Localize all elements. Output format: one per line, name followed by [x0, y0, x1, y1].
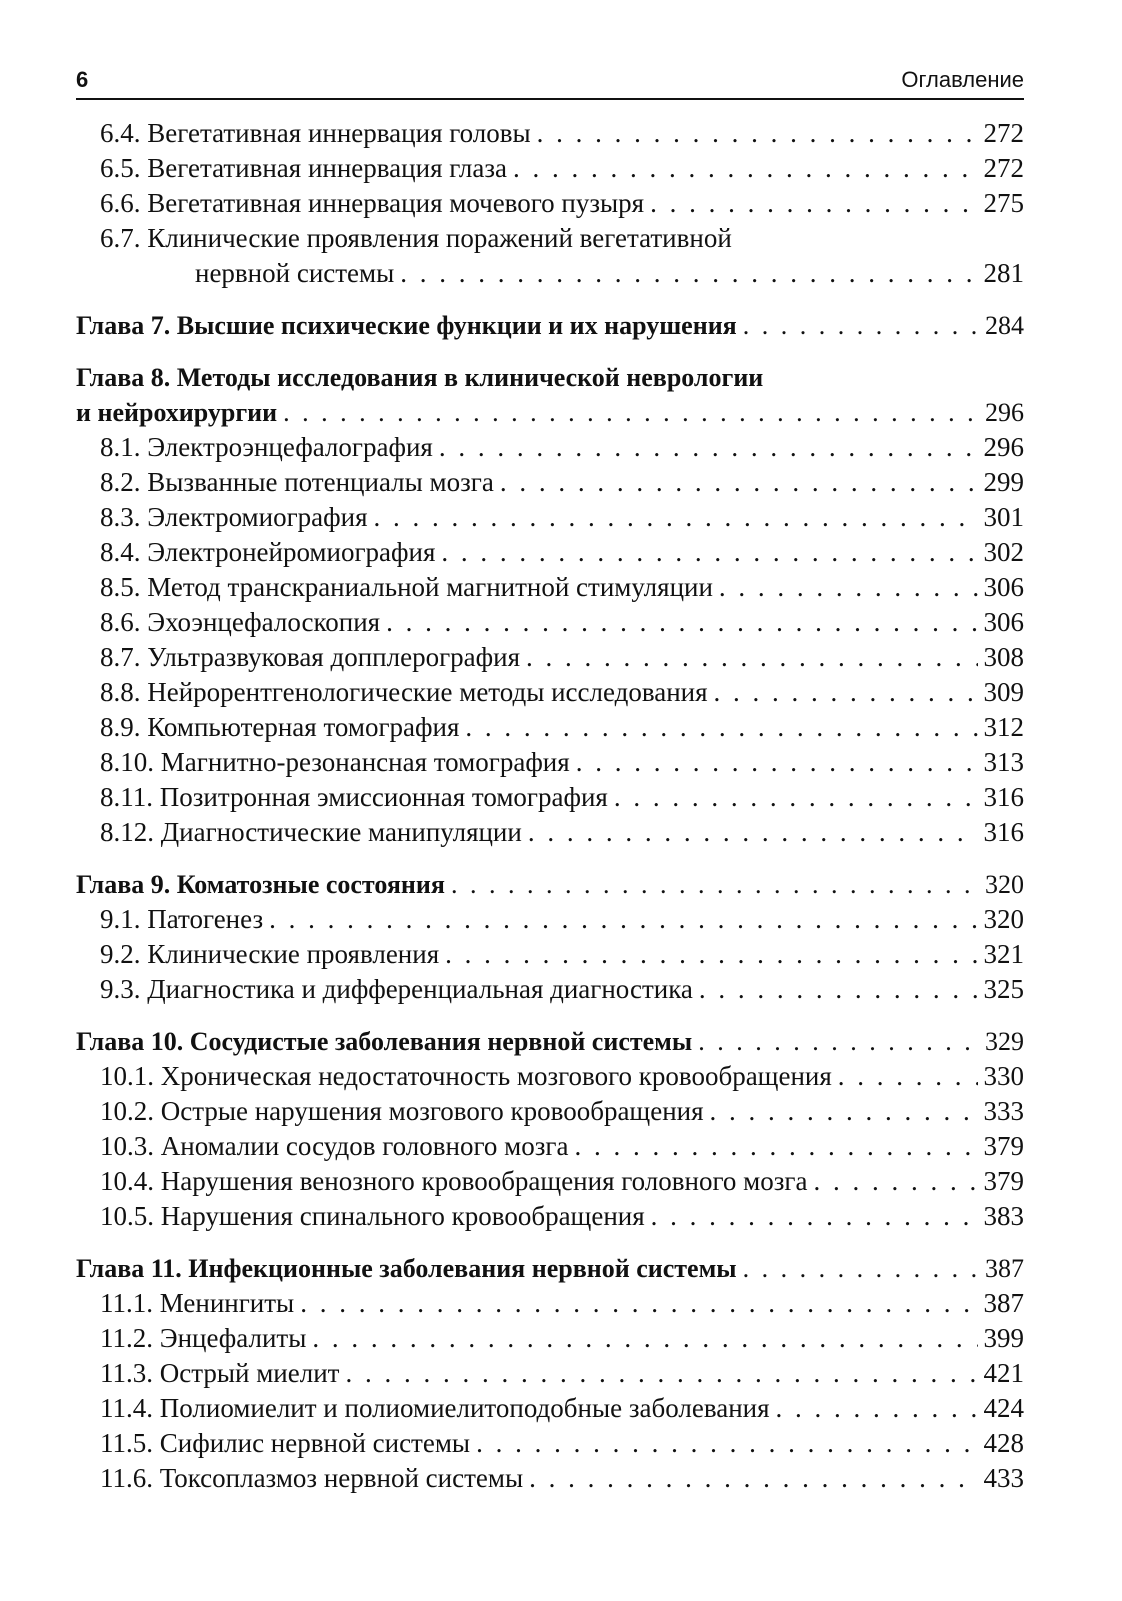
toc-section-entry	[76, 675, 1024, 710]
toc-entry-number: 8.12.	[100, 817, 154, 847]
toc-page-number: 421	[983, 1358, 1024, 1388]
toc-page-number: 379	[983, 1131, 1024, 1161]
toc-entry-number: 8.10.	[100, 747, 154, 777]
toc-entry-title	[100, 535, 435, 570]
dot-leader	[650, 186, 977, 221]
toc-entry-title	[100, 186, 644, 221]
toc-page-number: 312	[983, 712, 1024, 742]
toc-entry-title-text: Острые нарушения мозгового кровообращения	[160, 1096, 704, 1126]
toc-entry-number: 11.3.	[100, 1358, 153, 1388]
toc-entry-number: 8.4.	[100, 537, 141, 567]
dot-leader	[574, 1129, 977, 1164]
dot-leader	[776, 1391, 978, 1426]
toc-section-entry	[76, 902, 1024, 937]
toc-entry-title-text: Метод транскраниальной магнитной стимуляции	[147, 572, 713, 602]
toc-entry-title	[100, 1059, 832, 1094]
toc-section-entry	[76, 1199, 1024, 1234]
dot-leader	[813, 1164, 977, 1199]
toc-entry-title	[100, 151, 507, 186]
dot-leader	[699, 972, 978, 1007]
toc-entry-number: 8.9.	[100, 712, 141, 742]
toc-entry-number: 11.1.	[100, 1288, 153, 1318]
dot-leader	[719, 570, 978, 605]
toc-entry-number: 11.5.	[100, 1428, 153, 1458]
toc-section-entry	[76, 1426, 1024, 1461]
toc-entry-title-text: Компьютерная томография	[147, 712, 460, 742]
dot-leader	[439, 430, 978, 465]
toc-entry-title	[100, 1426, 470, 1461]
toc-page-number: 333	[983, 1096, 1024, 1126]
toc-section-entry	[76, 1059, 1024, 1094]
toc-entry-title-text: Магнитно-резонансная томография	[160, 747, 570, 777]
toc-entry-number: 6.6.	[100, 188, 141, 218]
toc-page-number: 302	[983, 537, 1024, 567]
toc-page-number: 309	[983, 677, 1024, 707]
toc-entry-title	[100, 745, 570, 780]
dot-leader	[743, 1251, 979, 1286]
dot-leader	[614, 780, 978, 815]
toc-entry-title-text: Нарушения спинального кровообращения	[160, 1201, 645, 1231]
toc-entry-title	[100, 675, 708, 710]
toc-entry-number: 11.2.	[100, 1323, 153, 1353]
toc-entry-title	[100, 972, 693, 1007]
toc-section-entry	[76, 1321, 1024, 1356]
running-title: Оглавление	[901, 67, 1024, 92]
toc-page-number: 387	[983, 1288, 1024, 1318]
toc-section-entry	[76, 745, 1024, 780]
toc-page-number: 272	[983, 118, 1024, 148]
toc-page-number: 306	[983, 572, 1024, 602]
toc-page-number: 284	[985, 311, 1024, 340]
toc-entry-title-text: Клинические проявления поражений вегетативной	[147, 223, 732, 253]
toc-entry-title-text: Сифилис нервной системы	[159, 1428, 471, 1458]
toc-section-entry	[76, 116, 1024, 151]
toc-entry-number: 10.4.	[100, 1166, 154, 1196]
dot-leader	[386, 605, 977, 640]
dot-leader	[528, 815, 978, 850]
toc-section-entry	[76, 1356, 1024, 1391]
toc-entry-number: 9.2.	[100, 939, 141, 969]
toc-entry-number: 8.8.	[100, 677, 141, 707]
toc-entry-number: 6.5.	[100, 153, 141, 183]
toc-entry-number: 9.1.	[100, 904, 141, 934]
toc-section-entry	[76, 815, 1024, 850]
toc-page-number: 296	[983, 432, 1024, 462]
toc-entry-number: 8.5.	[100, 572, 141, 602]
toc-entry-title: Глава 11. Инфекционные заболевания нервной системы	[76, 1254, 737, 1283]
toc-entry-title	[100, 465, 494, 500]
toc-section-entry	[76, 151, 1024, 186]
toc-entry-title-text: Вызванные потенциалы мозга	[147, 467, 494, 497]
toc-page-number: 299	[983, 467, 1024, 497]
toc-entry-title: Глава 7. Высшие психические функции и их нарушения	[76, 311, 737, 340]
toc-entry-title	[100, 780, 608, 815]
toc-section-entry	[76, 186, 1024, 221]
dot-leader	[743, 308, 979, 343]
toc-entry-number: 8.2.	[100, 467, 141, 497]
toc-entry-title-text: Энцефалиты	[159, 1323, 307, 1353]
toc-page-number: 383	[983, 1201, 1024, 1231]
toc-entry-number: 11.6.	[100, 1463, 153, 1493]
toc-entry-first-line: Глава 8. Методы исследования в клинической неврологии	[76, 363, 764, 392]
toc-page-number: 428	[983, 1428, 1024, 1458]
dot-leader	[300, 1286, 977, 1321]
toc-entry-title-text: Вегетативная иннервация головы	[147, 118, 531, 148]
toc-page-number: 281	[983, 258, 1024, 288]
toc-chapter-entry	[76, 1251, 1024, 1286]
toc-entry-title	[100, 1094, 704, 1129]
toc-entry-title-text: Ультразвуковая допплерография	[147, 642, 520, 672]
toc-page-number: 306	[983, 607, 1024, 637]
toc-page-number: 325	[983, 974, 1024, 1004]
toc-section-entry	[76, 1286, 1024, 1321]
dot-leader	[476, 1426, 977, 1461]
toc-entry-title-text: Электронейромиография	[147, 537, 436, 567]
dot-leader	[312, 1321, 977, 1356]
toc-entry-title	[100, 116, 531, 151]
toc-entry-number: 6.4.	[100, 118, 141, 148]
dot-leader	[537, 116, 978, 151]
dot-leader	[710, 1094, 978, 1129]
toc-entry-number: 6.7.	[100, 223, 141, 253]
toc-entry-title	[100, 1321, 306, 1356]
toc-entry-first-line	[100, 221, 1024, 256]
toc-section-entry	[76, 605, 1024, 640]
toc-page-number: 387	[985, 1254, 1024, 1283]
toc-page-number: 433	[983, 1463, 1024, 1493]
toc-section-entry	[76, 1094, 1024, 1129]
toc-page-number: 301	[983, 502, 1024, 532]
toc-section-entry	[76, 937, 1024, 972]
toc-chapter-entry	[76, 360, 1024, 430]
dot-leader	[283, 395, 979, 430]
toc-page-number: 379	[983, 1166, 1024, 1196]
dot-leader	[269, 902, 977, 937]
toc-entry-title-text: Токсоплазмоз нервной системы	[159, 1463, 524, 1493]
toc-section-entry	[76, 465, 1024, 500]
dot-leader	[838, 1059, 978, 1094]
toc-entry-title	[100, 710, 459, 745]
toc-page-number: 296	[985, 398, 1024, 427]
toc-section-entry	[76, 1129, 1024, 1164]
toc-entry-title-text: Вегетативная иннервация глаза	[147, 153, 508, 183]
toc-entry-title-text: Полиомиелит и полиомиелитоподобные заболевания	[159, 1393, 770, 1423]
table-of-contents	[76, 116, 1024, 1496]
toc-page-number: 272	[983, 153, 1024, 183]
dot-leader	[400, 256, 977, 291]
toc-section-entry	[76, 972, 1024, 1007]
toc-entry-title	[100, 1461, 523, 1496]
toc-section-entry	[76, 780, 1024, 815]
toc-entry-number: 10.3.	[100, 1131, 154, 1161]
dot-leader	[651, 1199, 978, 1234]
toc-entry-title: нервной системы	[195, 258, 395, 288]
toc-entry-title	[100, 640, 520, 675]
dot-leader	[714, 675, 978, 710]
toc-chapter-entry	[76, 1024, 1024, 1059]
dot-leader	[441, 535, 977, 570]
toc-entry-title-text: Патогенез	[147, 904, 264, 934]
toc-entry-number: 8.6.	[100, 607, 141, 637]
toc-entry-title	[100, 1164, 807, 1199]
toc-chapter-entry	[76, 867, 1024, 902]
toc-entry-title	[100, 1129, 568, 1164]
toc-entry-title-text: Нарушения венозного кровообращения головного мозга	[160, 1166, 808, 1196]
toc-page-number: 316	[983, 782, 1024, 812]
toc-page-number: 321	[983, 939, 1024, 969]
toc-page-number: 424	[983, 1393, 1024, 1423]
toc-entry-number: 10.1.	[100, 1061, 154, 1091]
dot-leader	[576, 745, 978, 780]
toc-section-entry	[76, 221, 1024, 291]
toc-section-entry	[76, 430, 1024, 465]
toc-entry-number: 11.4.	[100, 1393, 153, 1423]
toc-entry-title-text: Хроническая недостаточность мозгового кровообращения	[160, 1061, 832, 1091]
toc-entry-title	[100, 430, 433, 465]
toc-section-entry	[76, 500, 1024, 535]
dot-leader	[500, 465, 978, 500]
toc-entry-title-text: Нейрорентгенологические методы исследования	[147, 677, 708, 707]
toc-entry-title-text: Аномалии сосудов головного мозга	[160, 1131, 569, 1161]
toc-entry-title	[100, 605, 380, 640]
page-header	[76, 60, 1024, 100]
toc-entry-title-text: Позитронная эмиссионная томография	[159, 782, 608, 812]
toc-page-number: 320	[983, 904, 1024, 934]
toc-section-entry	[76, 570, 1024, 605]
toc-section-entry	[76, 1461, 1024, 1496]
toc-page-number: 329	[985, 1027, 1024, 1056]
toc-entry-title-text: Острый миелит	[159, 1358, 340, 1388]
toc-entry-title	[100, 937, 439, 972]
page-number: 6	[76, 67, 89, 92]
toc-section-entry	[76, 1391, 1024, 1426]
toc-entry-number: 8.1.	[100, 432, 141, 462]
dot-leader	[345, 1356, 977, 1391]
toc-page-number: 316	[983, 817, 1024, 847]
toc-entry-title-text: Эхоэнцефалоскопия	[147, 607, 381, 637]
toc-entry-title-text: Электроэнцефалография	[147, 432, 433, 462]
dot-leader	[698, 1024, 979, 1059]
toc-chapter-entry	[76, 308, 1024, 343]
toc-page-number: 308	[983, 642, 1024, 672]
toc-page-number: 320	[985, 870, 1024, 899]
toc-entry-title	[100, 570, 713, 605]
toc-entry-title: Глава 9. Коматозные состояния	[76, 870, 445, 899]
toc-page-number: 399	[983, 1323, 1024, 1353]
toc-page-number: 313	[983, 747, 1024, 777]
toc-entry-title	[100, 815, 522, 850]
toc-entry-number: 8.3.	[100, 502, 141, 532]
toc-entry-title-text: Электромиография	[147, 502, 368, 532]
toc-section-entry	[76, 640, 1024, 675]
toc-entry-number: 8.7.	[100, 642, 141, 672]
toc-entry-title	[100, 1356, 339, 1391]
toc-section-entry	[76, 535, 1024, 570]
toc-entry-title	[100, 902, 263, 937]
toc-entry-title: и нейрохирургии	[76, 398, 278, 427]
dot-leader	[465, 710, 977, 745]
toc-entry-title	[100, 500, 368, 535]
toc-entry-title-text: Диагностика и дифференциальная диагностика	[147, 974, 693, 1004]
toc-entry-title	[100, 1391, 770, 1426]
toc-entry-title-text: Менингиты	[159, 1288, 295, 1318]
dot-leader	[529, 1461, 977, 1496]
toc-entry-title-text: Диагностические манипуляции	[160, 817, 522, 847]
toc-entry-number: 10.5.	[100, 1201, 154, 1231]
toc-entry-title: Глава 10. Сосудистые заболевания нервной системы	[76, 1027, 693, 1056]
toc-page-number: 275	[983, 188, 1024, 218]
dot-leader	[451, 867, 979, 902]
dot-leader	[445, 937, 977, 972]
toc-entry-title	[100, 1199, 645, 1234]
toc-section-entry	[76, 710, 1024, 745]
dot-leader	[526, 640, 978, 675]
toc-entry-title	[100, 1286, 294, 1321]
toc-entry-number: 10.2.	[100, 1096, 154, 1126]
toc-entry-number: 9.3.	[100, 974, 141, 1004]
toc-entry-title-text: Вегетативная иннервация мочевого пузыря	[147, 188, 645, 218]
toc-section-entry	[76, 1164, 1024, 1199]
toc-entry-title-text: Клинические проявления	[147, 939, 440, 969]
toc-page-number: 330	[983, 1061, 1024, 1091]
toc-entry-number: 8.11.	[100, 782, 153, 812]
dot-leader	[374, 500, 978, 535]
dot-leader	[513, 151, 977, 186]
